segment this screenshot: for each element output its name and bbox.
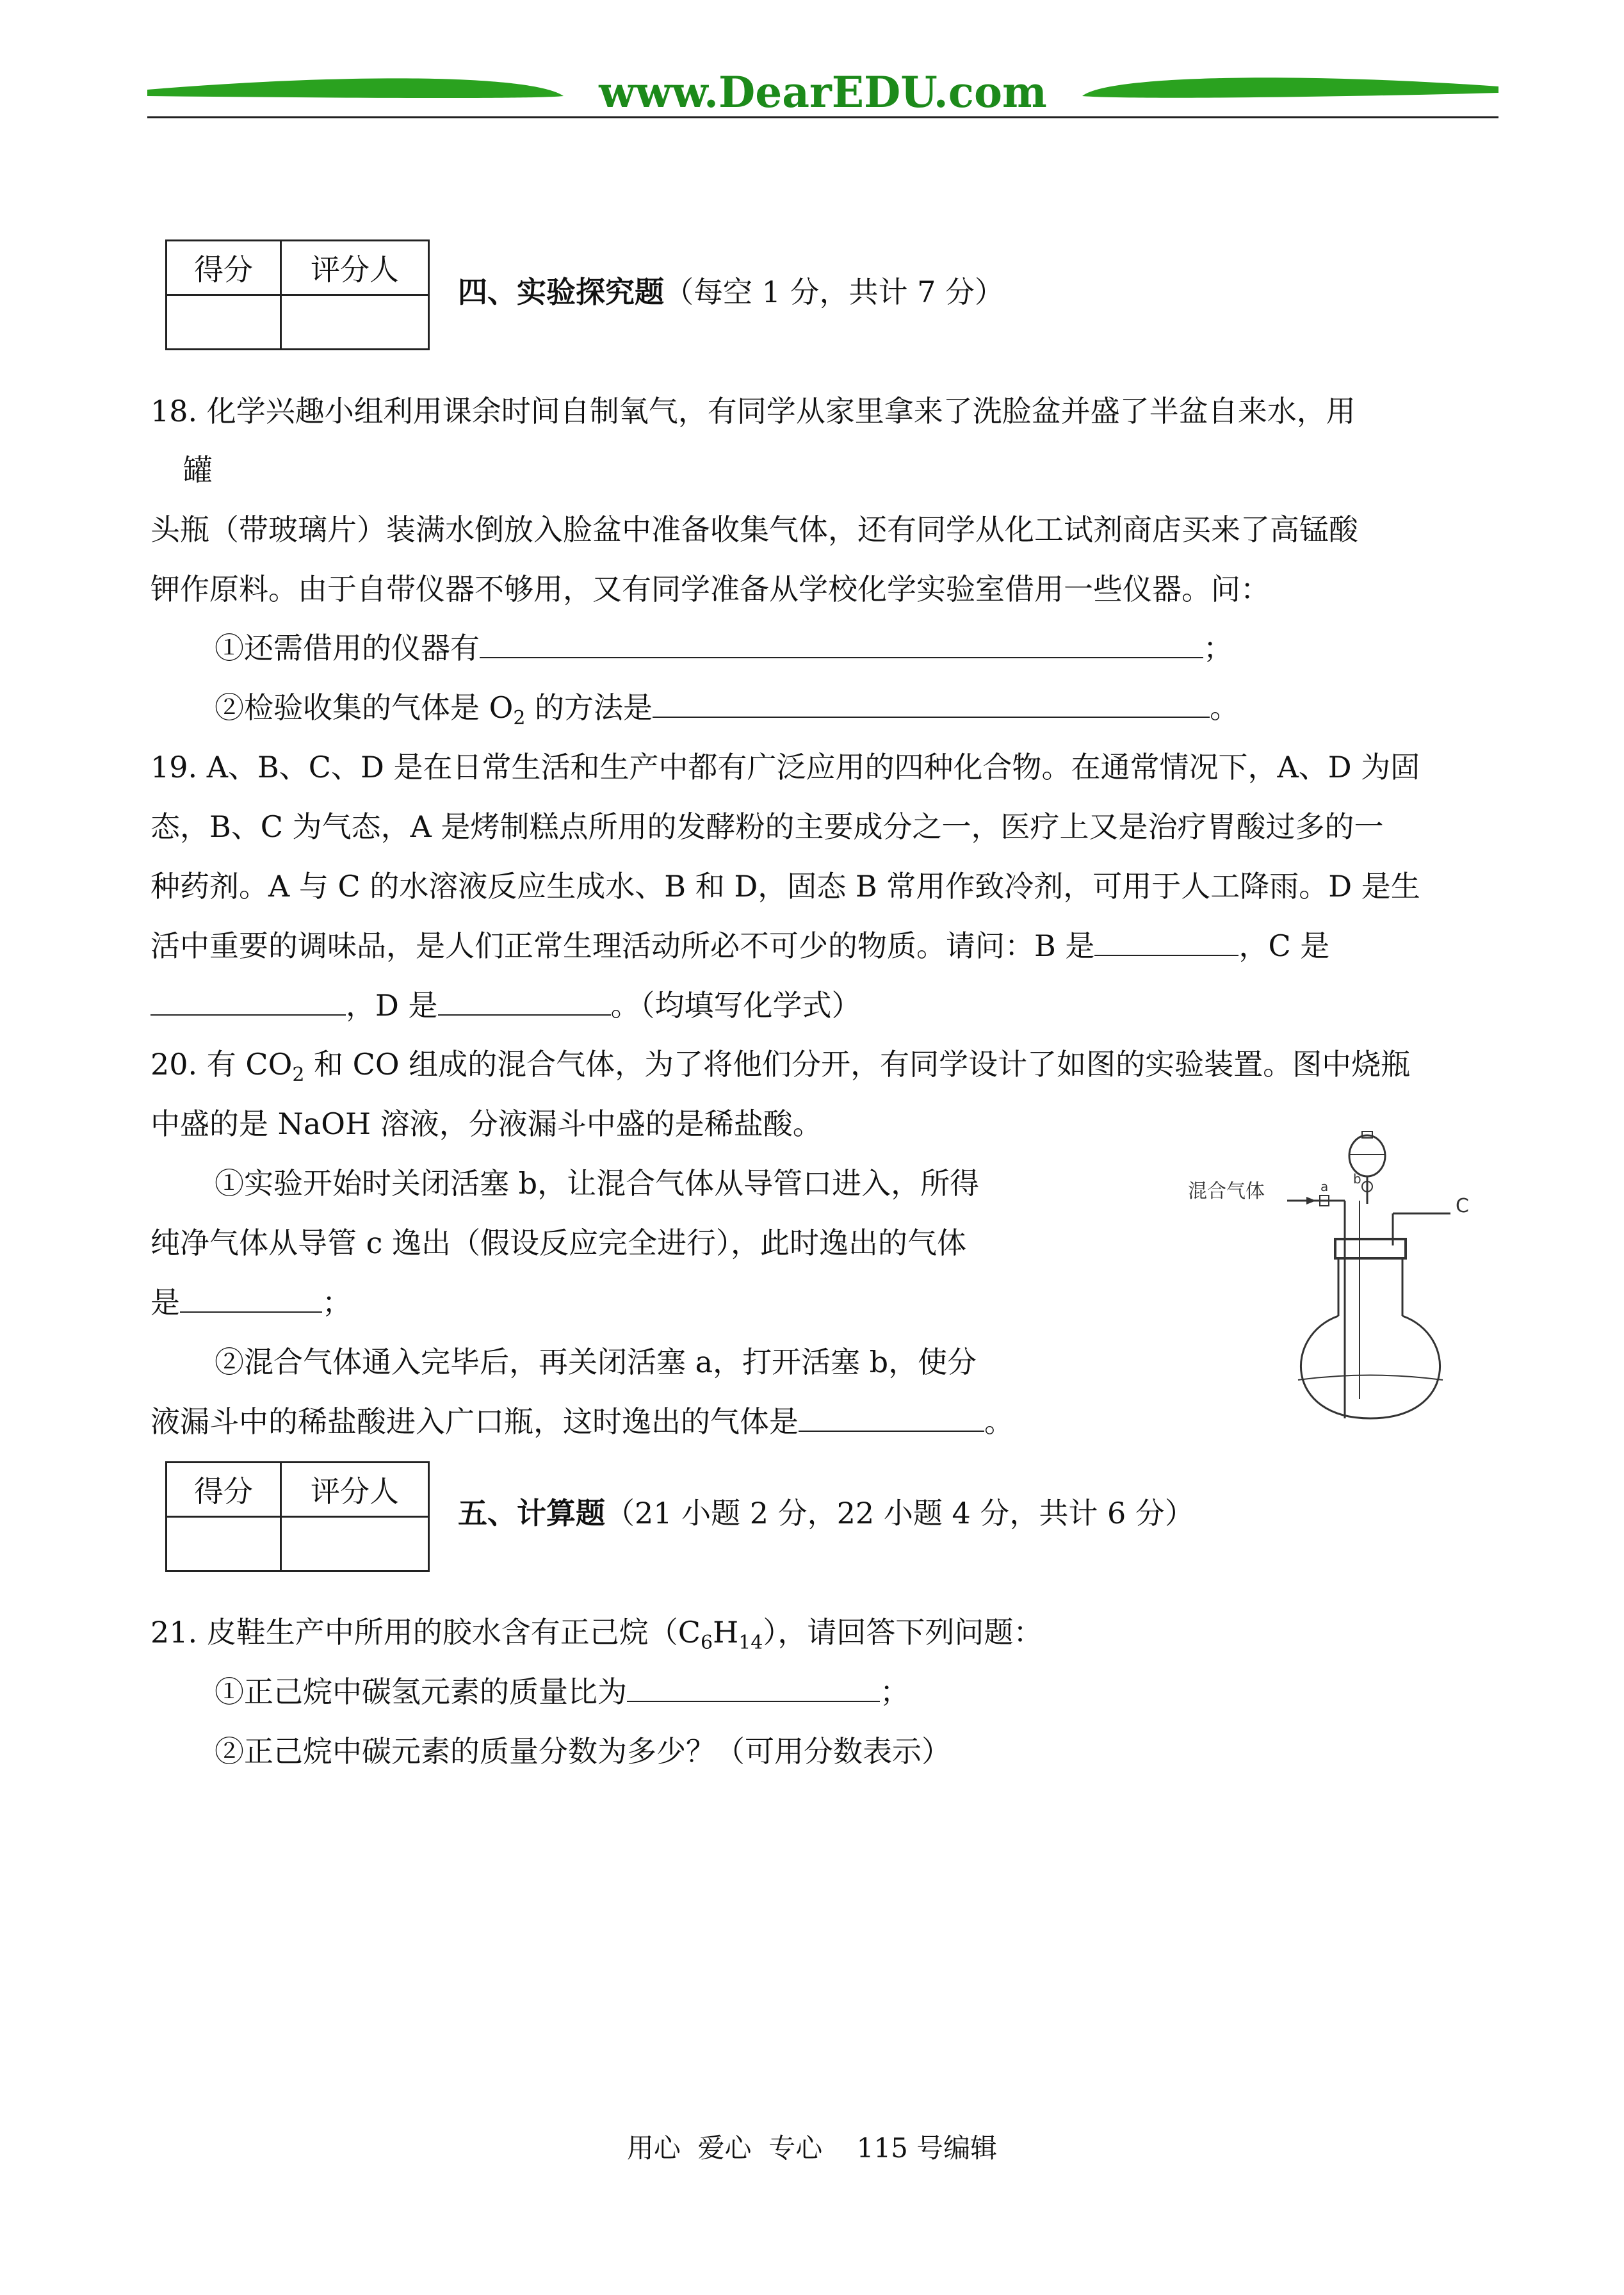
grader-cell[interactable]	[281, 1517, 429, 1571]
q19-line3: 种药剂。A 与 C 的水溶液反应生成水、B 和 D，固态 B 常用作致冷剂，可用于人工降雨。D 是生	[150, 869, 1420, 904]
score-header: 得分	[166, 241, 281, 295]
q20-sub1-line1: ①实验开始时关闭活塞 b，让混合气体从导管口进入，所得	[215, 1166, 980, 1201]
q18-blank-method[interactable]	[653, 688, 1210, 718]
banner-swoosh-right	[1082, 77, 1498, 97]
score-cell[interactable]	[166, 1517, 281, 1571]
grader-header: 评分人	[281, 1463, 429, 1517]
apparatus-figure	[1188, 1117, 1482, 1425]
score-cell[interactable]	[166, 295, 281, 350]
q20-line1: 20. 有 $CO_2$ 和 CO 组成的混合气体，为了将他们分开，有同学设计了如图的实验装置。图中烧瓶	[150, 1047, 1411, 1087]
q20-line2: 中盛的是 NaOH 溶液，分液漏斗中盛的是稀盐酸。	[150, 1107, 822, 1141]
q20-sub2-line1: ②混合气体通入完毕后，再关闭活塞 a，打开活塞 b，使分	[215, 1345, 977, 1379]
q19-line5: ，D 是 。（均填写化学式）	[150, 986, 861, 1025]
gas-label: 混合气体	[1188, 1180, 1265, 1203]
section4-heading	[458, 273, 1004, 311]
q19-blank-d[interactable]	[438, 986, 611, 1016]
q19-line2: 态，B、C 为气态，A 是烤制糕点所用的发酵粉的主要成分之一，医疗上又是治疗胃酸过多的一	[150, 809, 1384, 844]
flask-body	[1301, 1316, 1440, 1418]
q19-blank-b[interactable]	[1094, 927, 1238, 956]
q21-blank-ratio[interactable]	[627, 1673, 880, 1702]
q18-line3: 钾作原料。由于自带仪器不够用，又有同学准备从学校化学实验室借用一些仪器。问：	[150, 572, 1270, 606]
page-footer: 用心 爱心 专心 115 号编辑	[626, 2132, 998, 2164]
flask-liquid-level	[1298, 1375, 1443, 1381]
q18-line1b: 罐	[183, 453, 213, 487]
label-c: C	[1456, 1195, 1469, 1217]
section5-heading	[458, 1494, 1194, 1532]
section4-title: 四、实验探究题	[458, 275, 664, 309]
q20-sub1-line2: 纯净气体从导管 c 逸出（假设反应完全进行），此时逸出的气体	[150, 1226, 967, 1260]
q18-line1: 18. 化学兴趣小组利用课余时间自制氧气，有同学从家里拿来了洗脸盆并盛了半盆自来水，用	[150, 394, 1356, 428]
q18-sub1: ①还需借用的仪器有 ；	[215, 629, 1233, 667]
logo-text: www.DearEDU.com	[599, 67, 1047, 117]
banner-swoosh-left	[147, 78, 564, 98]
q19-line4: 活中重要的调味品，是人们正常生理活动所必不可少的物质。请问：B 是 ，C 是	[150, 927, 1329, 965]
q20-sub2-line2: 液漏斗中的稀盐酸进入广口瓶，这时逸出的气体是 。	[150, 1402, 1014, 1441]
section5-note: （21 小题 2 分，22 小题 4 分，共计 6 分）	[605, 1496, 1194, 1530]
section5-title: 五、计算题	[458, 1496, 605, 1530]
q19-blank-c[interactable]	[150, 986, 346, 1016]
q20-sub1-line3: 是 ；	[150, 1283, 352, 1322]
section4-note: （每空 1 分，共计 7 分）	[664, 275, 1005, 309]
grader-header: 评分人	[281, 241, 429, 295]
header-banner	[147, 61, 1498, 122]
grader-cell[interactable]	[281, 295, 429, 350]
q21-line1: 21. 皮鞋生产中所用的胶水含有正己烷$(C_6H_{14})$，请回答下列问题：	[150, 1615, 1043, 1655]
score-box-1	[165, 239, 430, 350]
q18-line2: 头瓶（带玻璃片）装满水倒放入脸盆中准备收集气体，还有同学从化工试剂商店买来了高锰酸	[150, 512, 1358, 547]
score-box-2	[165, 1461, 430, 1572]
funnel-bulb	[1349, 1135, 1385, 1176]
q19-line1: 19. A、B、C、D 是在日常生活和生产中都有广泛应用的四种化合物。在通常情况下，A、D 为固	[150, 750, 1420, 784]
label-a: a	[1320, 1179, 1329, 1194]
q20-blank-gas2[interactable]	[799, 1402, 984, 1432]
score-header: 得分	[166, 1463, 281, 1517]
q18-blank-instruments[interactable]	[480, 629, 1203, 658]
inlet-arrow-icon	[1306, 1197, 1316, 1204]
q21-sub2: ②正己烷中碳元素的质量分数为多少？（可用分数表示）	[215, 1734, 951, 1769]
q20-blank-gas1[interactable]	[180, 1283, 322, 1313]
q18-sub2: ②检验收集的气体是 $O_2$ 的方法是 。	[215, 688, 1239, 727]
label-b: b	[1353, 1171, 1361, 1187]
q21-sub1: ①正己烷中碳氢元素的质量比为 ；	[215, 1673, 909, 1711]
